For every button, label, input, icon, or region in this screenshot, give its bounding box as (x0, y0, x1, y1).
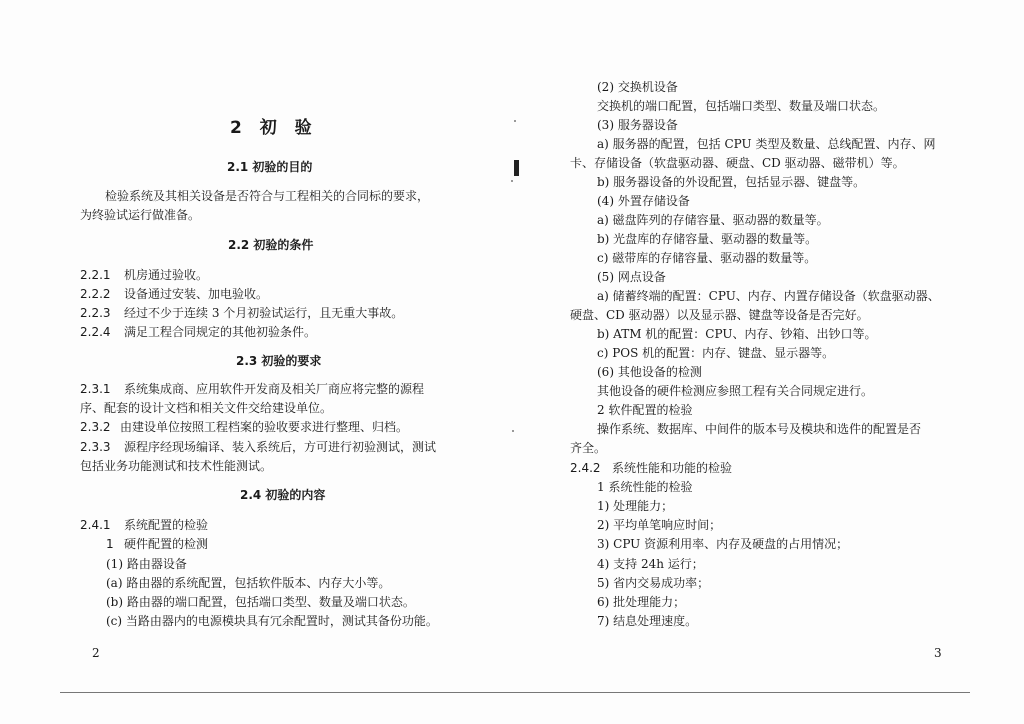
clause-number: 2.4.2 (570, 461, 601, 475)
netpoint-item-a-line-1: a) 储蓄终端的配置：CPU、内存、内置存储设备（软盘驱动器、 (597, 289, 940, 303)
performance-item: 2) 平均单笔响应时间； (597, 518, 722, 532)
scan-speck (512, 430, 514, 432)
performance-item: 5) 省内交易成功率； (597, 576, 710, 590)
subsection-2-4-2 (570, 461, 732, 475)
netpoint-item-c: c) POS 机的配置：内存、键盘、显示器等。 (597, 346, 835, 360)
clause-number: 2.3.2 (80, 420, 111, 434)
scan-speck (511, 180, 513, 182)
subsection-2-4-1 (80, 518, 208, 532)
switch-description: 交换机的端口配置，包括端口类型、数量及端口状态。 (597, 99, 886, 113)
router-item-c: (c) 当路由器内的电源模块具有冗余配置时，测试其备份功能。 (106, 614, 438, 628)
clause-text: 机房通过验收。 (124, 268, 209, 282)
scan-bottom-edge (60, 692, 970, 693)
requirement-item (80, 420, 408, 434)
section-heading-2-3: 2.3 初验的要求 (236, 354, 322, 368)
item-number: 1 (106, 537, 114, 551)
clause-text: 系统配置的检验 (124, 518, 209, 532)
netpoint-item-b: b) ATM 机的配置：CPU、内存、钞箱、出钞口等。 (597, 327, 877, 341)
performance-item: 7) 结息处理速度。 (597, 614, 698, 628)
server-heading: (3) 服务器设备 (597, 118, 678, 132)
switch-heading: (2) 交换机设备 (597, 80, 678, 94)
netpoint-item-a-line-2: 硬盘、CD 驱动器）以及显示器、键盘等设备是否完好。 (570, 308, 869, 322)
hardware-heading (106, 537, 208, 551)
clause-text: 由建设单位按照工程档案的验收要求进行整理、归档。 (120, 420, 409, 434)
clause-text: 源程序经现场编译、装入系统后，方可进行初验测试，测试 (124, 440, 437, 454)
system-performance-heading: 1 系统性能的检验 (597, 480, 693, 494)
performance-item: 1) 处理能力； (597, 499, 674, 513)
page-number-right: 3 (934, 646, 942, 660)
storage-item-c: c) 磁带库的存储容量、驱动器的数量等。 (597, 251, 817, 265)
performance-item: 6) 批处理能力； (597, 595, 686, 609)
condition-item (80, 287, 268, 301)
clause-text: 系统集成商、应用软件开发商及相关厂商应将完整的源程 (124, 382, 425, 396)
server-item-b: b) 服务器设备的外设配置，包括显示器、键盘等。 (597, 175, 866, 189)
clause-number: 2.2.2 (80, 287, 111, 301)
condition-item (80, 325, 316, 339)
item-text: 硬件配置的检测 (124, 537, 209, 551)
server-item-a-line-1: a) 服务器的配置，包括 CPU 类型及数量、总线配置、内存、网 (597, 137, 936, 151)
requirement-item (80, 440, 436, 454)
performance-item: 4) 支持 24h 运行； (597, 557, 704, 571)
clause-number: 2.2.3 (80, 306, 111, 320)
server-item-a-line-2: 卡、存储设备（软盘驱动器、硬盘、CD 驱动器、磁带机）等。 (570, 156, 905, 170)
clause-text: 设备通过安装、加电验收。 (124, 287, 269, 301)
section-heading-2-2: 2.2 初验的条件 (228, 238, 314, 252)
clause-number: 2.3.1 (80, 382, 111, 396)
condition-item (80, 268, 208, 282)
scan-speck (514, 120, 516, 122)
clause-number: 2.3.3 (80, 440, 111, 454)
purpose-paragraph-line-1: 检验系统及其相关设备是否符合与工程相关的合同标的要求， (105, 189, 430, 203)
section-heading-2-1: 2.1 初验的目的 (227, 160, 313, 174)
software-paragraph-line-1: 操作系统、数据库、中间件的版本号及模块和选件的配置是否 (597, 422, 922, 436)
router-heading: (1) 路由器设备 (106, 557, 187, 571)
other-heading: (6) 其他设备的检测 (597, 365, 702, 379)
software-heading: 2 软件配置的检验 (597, 403, 693, 417)
clause-text: 系统性能和功能的检验 (612, 461, 733, 475)
clause-number: 2.2.4 (80, 325, 111, 339)
clause-text: 满足工程合同规定的其他初验条件。 (124, 325, 317, 339)
storage-item-a: a) 磁盘阵列的存储容量、驱动器的数量等。 (597, 213, 829, 227)
router-item-b: (b) 路由器的端口配置，包括端口类型、数量及端口状态。 (106, 595, 415, 609)
storage-heading: (4) 外置存储设备 (597, 194, 690, 208)
clause-text: 经过不少于连续 3 个月初验试运行，且无重大事故。 (124, 306, 404, 320)
requirement-continuation: 序、配套的设计文档和相关文件交给建设单位。 (80, 401, 333, 415)
requirement-item (80, 382, 424, 396)
requirement-continuation: 包括业务功能测试和技术性能测试。 (80, 459, 273, 473)
condition-item (80, 306, 403, 320)
clause-number: 2.4.1 (80, 518, 111, 532)
software-paragraph-line-2: 齐全。 (570, 441, 607, 455)
storage-item-b: b) 光盘库的存储容量、驱动器的数量等。 (597, 232, 818, 246)
binding-mark (514, 160, 519, 176)
page-number-left: 2 (92, 646, 100, 660)
performance-item: 3) CPU 资源利用率、内存及硬盘的占用情况； (597, 537, 849, 551)
chapter-title: 2 初 验 (230, 118, 318, 138)
purpose-paragraph-line-2: 为终验试运行做准备。 (80, 208, 201, 222)
right-page (512, 0, 1024, 724)
section-heading-2-4: 2.4 初验的内容 (240, 488, 326, 502)
router-item-a: (a) 路由器的系统配置，包括软件版本、内存大小等。 (106, 576, 391, 590)
other-description: 其他设备的硬件检测应参照工程有关合同规定进行。 (597, 384, 874, 398)
clause-number: 2.2.1 (80, 268, 111, 282)
netpoint-heading: (5) 网点设备 (597, 270, 666, 284)
